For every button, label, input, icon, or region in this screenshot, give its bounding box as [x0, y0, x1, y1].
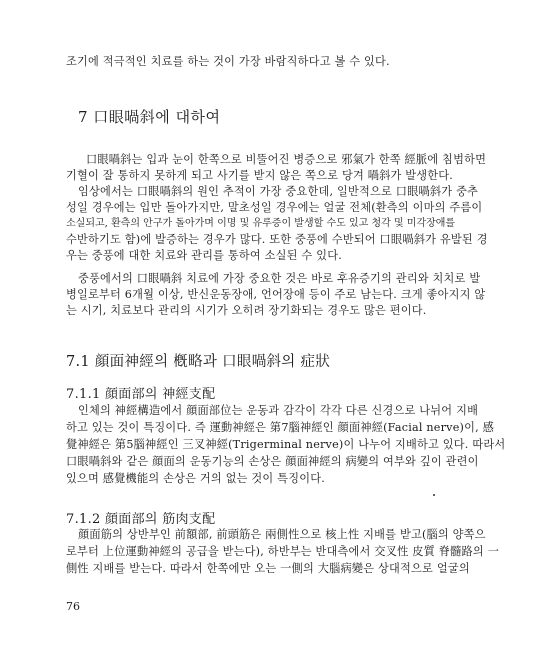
para1-line: 우는 중풍에 대한 치료와 관리를 통하여 소실된 수 있다. [66, 249, 342, 262]
para3-line: 인체의 神經構造에서 顔面部位는 운동과 감각이 각각 다른 신경으로 나뉘어 지배 [78, 404, 479, 417]
para2-line: 병일로부터 6개월 이상, 반신운동장애, 언어장애 등이 주로 남는다. 크게 좋아지지 않 [66, 288, 486, 301]
subsubsection-title-2: 7.1.2 顔面部의 筋肉支配 [66, 512, 216, 527]
top-line: 조기에 적극적인 치료를 하는 것이 가장 바람직하다고 볼 수 있다. [66, 55, 390, 68]
para1-line: 口眼喎斜는 입과 눈이 한쪽으로 비뚤어진 병증으로 邪氣가 한쪽 經脈에 침범하면 [86, 153, 487, 166]
para1-line: 기혈이 잘 통하지 못하게 되고 사기를 받지 않은 쪽으로 당겨 喎斜가 발생한다. [66, 169, 454, 182]
para3-line: 하고 있는 것이 특징이다. 즉 運動神經은 第7腦神經인 顔面神經(Facial nerve)이, 感 [66, 421, 494, 434]
para1-line: 성일 경우에는 입만 돌아가지만, 말초성일 경우에는 얼굴 전체(환측의 이마의 주름이 [66, 201, 483, 214]
para1-line: 임상에서는 口眼喎斜의 원인 추적이 가장 중요한데, 일반적으로 口眼喎斜가 중추 [78, 185, 479, 198]
para4-line: 側性 지배를 받는다. 따라서 한쪽에만 오는 一側의 大腦病變은 상대적으로 얼굴의 [66, 562, 470, 575]
para2-line: 중풍에서의 口眼喎斜 치료에 가장 중요한 것은 바로 후유증기의 관리와 치치로 발 [78, 272, 481, 285]
para3-line: 覺神經은 第5腦神經인 三叉神經(Trigerminal nerve)이 나누어 지배하고 있다. 따라서 [66, 438, 506, 451]
stray-dot [433, 494, 435, 496]
subsection-title: 7.1 顔面神經의 槪略과 口眼喎斜의 症狀 [66, 354, 331, 370]
subsubsection-title-1: 7.1.1 顔面部의 神經支配 [66, 387, 216, 402]
section-title: 7 口眼喎斜에 대하여 [78, 108, 221, 126]
para3-line: 있으며 感覺機能의 손상은 거의 없는 것이 특징이다. [66, 472, 325, 485]
page-number: 76 [66, 600, 80, 613]
para1-line: 소실되고, 환측의 안구가 돌아가며 이명 및 유루증이 발생할 수도 있고 청각 및 미각장애를 [66, 218, 456, 229]
para2-line: 는 시기, 치료보다 관리의 시기가 오히려 장기화되는 경우도 많은 편이다. [66, 304, 427, 317]
para4-line: 로부터 上位運動神經의 공급을 받는다), 하반부는 반대측에서 交叉性 皮質 脊髓路의 一 [66, 545, 500, 558]
para3-line: 口眼喎斜와 같은 顔面의 운동기능의 손상은 顔面神經의 病變의 여부와 깊이 관련이 [66, 455, 479, 468]
para4-line: 顔面筋의 상반부인 前額部, 前頭筋은 兩側性으로 核上性 지배를 받고(腦의 양쪽으 [78, 528, 486, 541]
para1-line: 수반하기도 함)에 발증하는 경우가 많다. 또한 중풍에 수반되어 口眼喎斜가 유발된 경 [66, 233, 488, 246]
